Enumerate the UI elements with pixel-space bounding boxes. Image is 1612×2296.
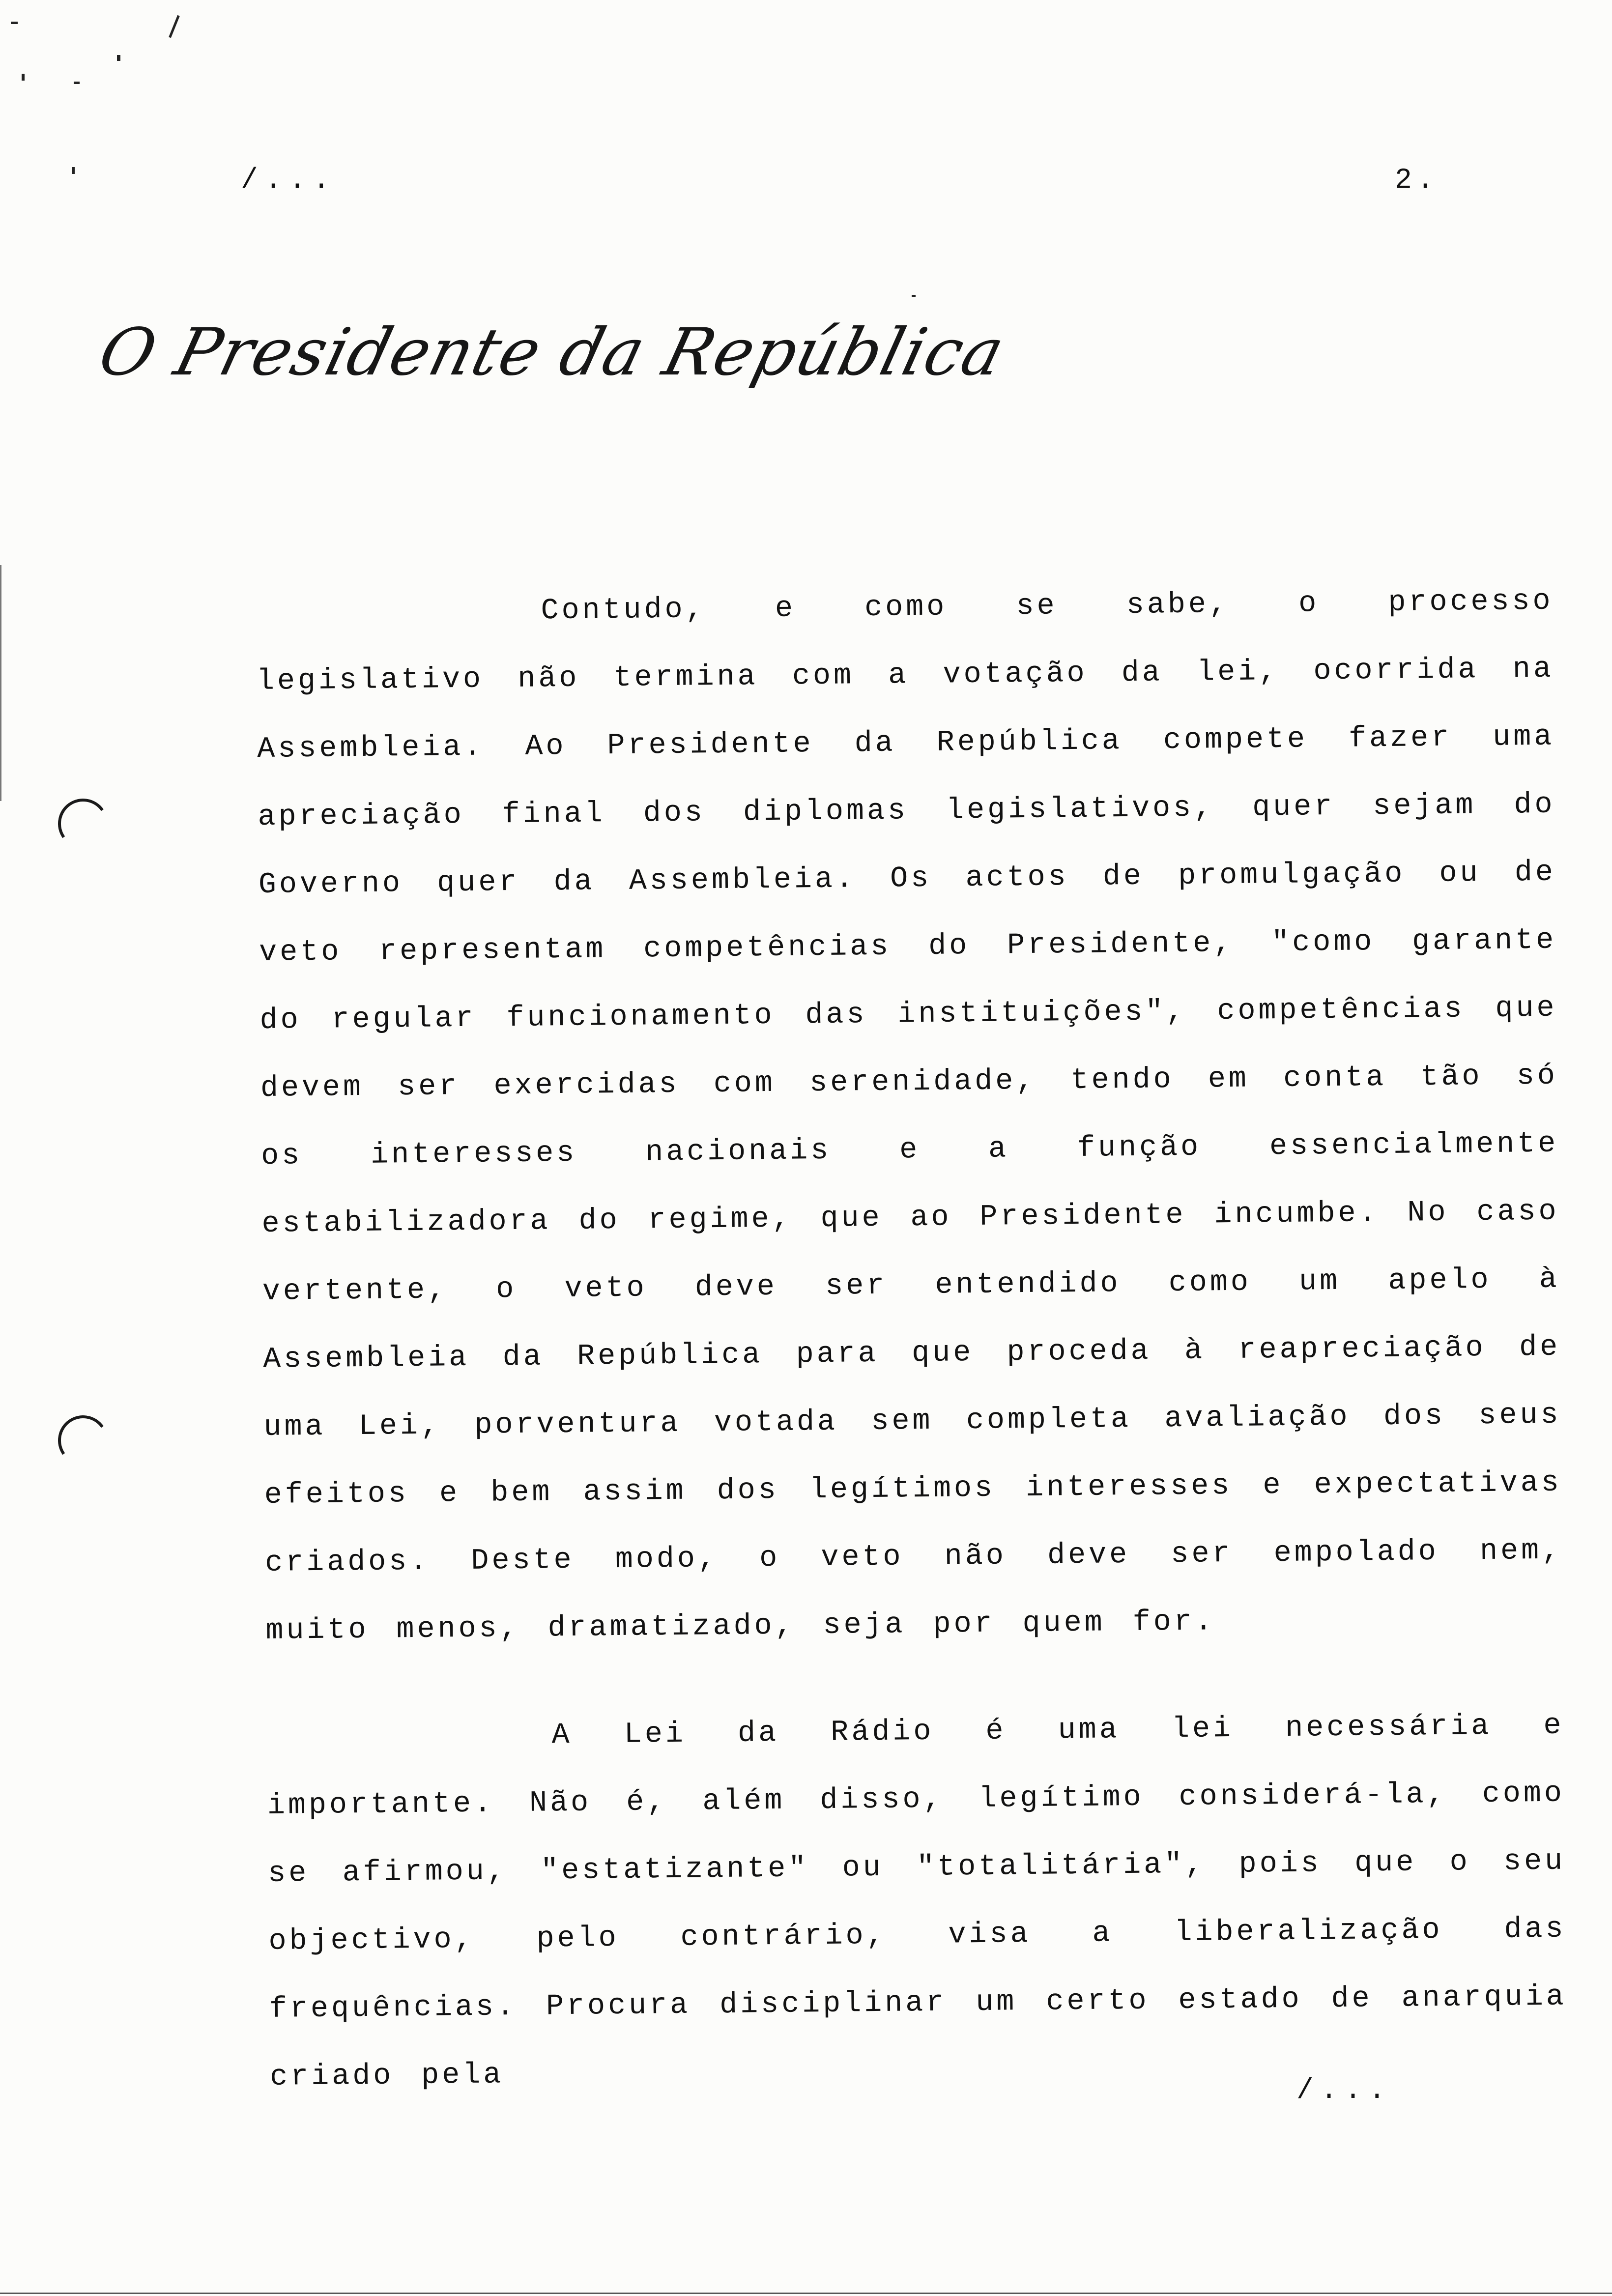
scan-edge-bottom [0, 2293, 1612, 2294]
scan-speck [22, 74, 25, 81]
scan-speck [72, 167, 75, 174]
page-number: 2. [1395, 165, 1439, 197]
scan-speck [117, 55, 120, 61]
paragraph: Contudo, e como se sabe, o processo legislativo não termina com a votação da lei, ocorrida na Assembleia. Ao Presidente da República compete fazer uma apreciação final dos diplomas legislativos, quer sejam do Governo quer da Assembleia. Os actos de promulgação ou de veto representam competências do Presidente, "como garante do regular funcionamento das instituições", competências que devem ser exercidas com serenidade, tendo em conta tão só os interesses nacionais e a função essencialmente estabilizadora do regime, que ao Presidente incumbe. No caso vertente, o veto deve ser entendido como um apelo à Assembleia da República para que proceda à reapreciação de uma Lei, porventura votada sem completa avaliação dos seus efeitos e bem assim dos legítimos interesses e expectativas criados. Deste modo, o veto não deve ser empolado nem, muito menos, dramatizado, seja por quem for. [256, 584, 1563, 1648]
body-text [256, 568, 1568, 2111]
scan-edge [0, 565, 1, 801]
scan-speck [11, 22, 18, 24]
paragraph: A Lei da Rádio é uma lei necessária e importante. Não é, além disso, legítimo considerá-la, como se afirmou, "estatizante" ou "totalitária", pois que o seu objectivo, pelo contrário, visa a liberalização das frequências. Procura disciplinar um certo estado de anarquia criado pela [267, 1709, 1567, 2094]
letterhead-title: O Presidente da República [91, 315, 1012, 390]
scan-speck [74, 82, 80, 84]
punch-hole-mark [54, 795, 112, 853]
scan-speck [912, 295, 916, 297]
continuation-marker-top: /... [241, 165, 337, 197]
scan-speck [169, 15, 180, 38]
continuation-marker-bottom: /... [1296, 2075, 1393, 2107]
punch-hole-mark [54, 1411, 112, 1469]
